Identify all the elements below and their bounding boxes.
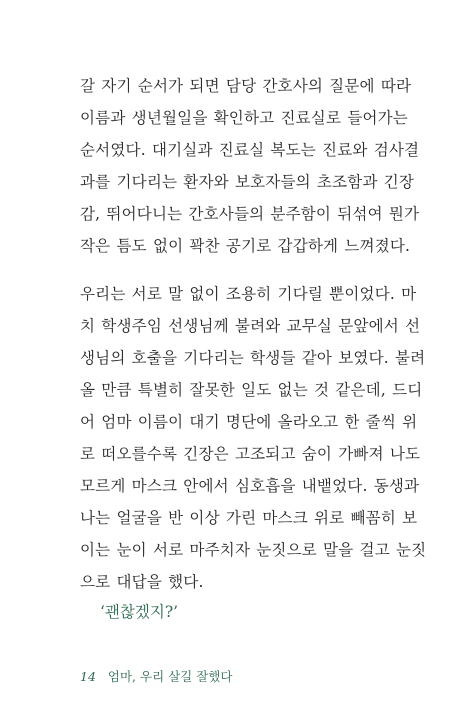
text-line: 이름과 생년월일을 확인하고 진료실로 들어가는 bbox=[80, 109, 408, 127]
text-line: 작은 틈도 없이 꽉찬 공기로 갑갑하게 느껴졌다. bbox=[80, 237, 411, 255]
page-number: 14 bbox=[80, 669, 96, 684]
text-line: 치 학생주임 선생님께 불려와 교무실 문앞에서 선 bbox=[80, 317, 421, 335]
text-line: 순서였다. 대기실과 진료실 복도는 진료와 검사결 bbox=[80, 141, 420, 159]
text-line: 우리는 서로 말 없이 조용히 기다릴 뿐이었다. 마 bbox=[80, 285, 417, 303]
text-line: 이는 눈이 서로 마주치자 눈짓으로 말을 걸고 눈짓 bbox=[80, 541, 427, 559]
book-title: 엄마, 우리 살길 잘했다 bbox=[107, 669, 233, 684]
paragraph-2 bbox=[80, 278, 427, 598]
text-line: 모르게 마스크 안에서 심호흡을 내뱉었다. 동생과 bbox=[80, 477, 420, 495]
text-line: 감, 뛰어다니는 간호사들의 분주함이 뒤섞여 뭔가 bbox=[80, 205, 420, 223]
text-line: 나는 얼굴을 반 이상 가린 마스크 위로 빼꼼히 보 bbox=[80, 509, 418, 527]
page-footer bbox=[80, 668, 232, 686]
text-line: 로 떠오를수록 긴장은 고조되고 숨이 가빠져 나도 bbox=[80, 445, 421, 463]
text-line: 갈 자기 순서가 되면 담당 간호사의 질문에 따라 bbox=[80, 77, 412, 95]
text-line: 과를 기다리는 환자와 보호자들의 초조함과 긴장 bbox=[80, 173, 415, 191]
dialogue-quote: ‘괜찮겠지?’ bbox=[100, 603, 179, 621]
text-line: 생님의 호출을 기다리는 학생들 같아 보였다. 불려 bbox=[80, 349, 426, 367]
text-line: 올 만큼 특별히 잘못한 일도 없는 것 같은데, 드디 bbox=[80, 381, 423, 399]
text-line: 으로 대답을 했다. bbox=[80, 573, 204, 591]
paragraph-1 bbox=[80, 70, 420, 262]
text-line: 어 엄마 이름이 대기 명단에 올라오고 한 줄씩 위 bbox=[80, 413, 418, 431]
